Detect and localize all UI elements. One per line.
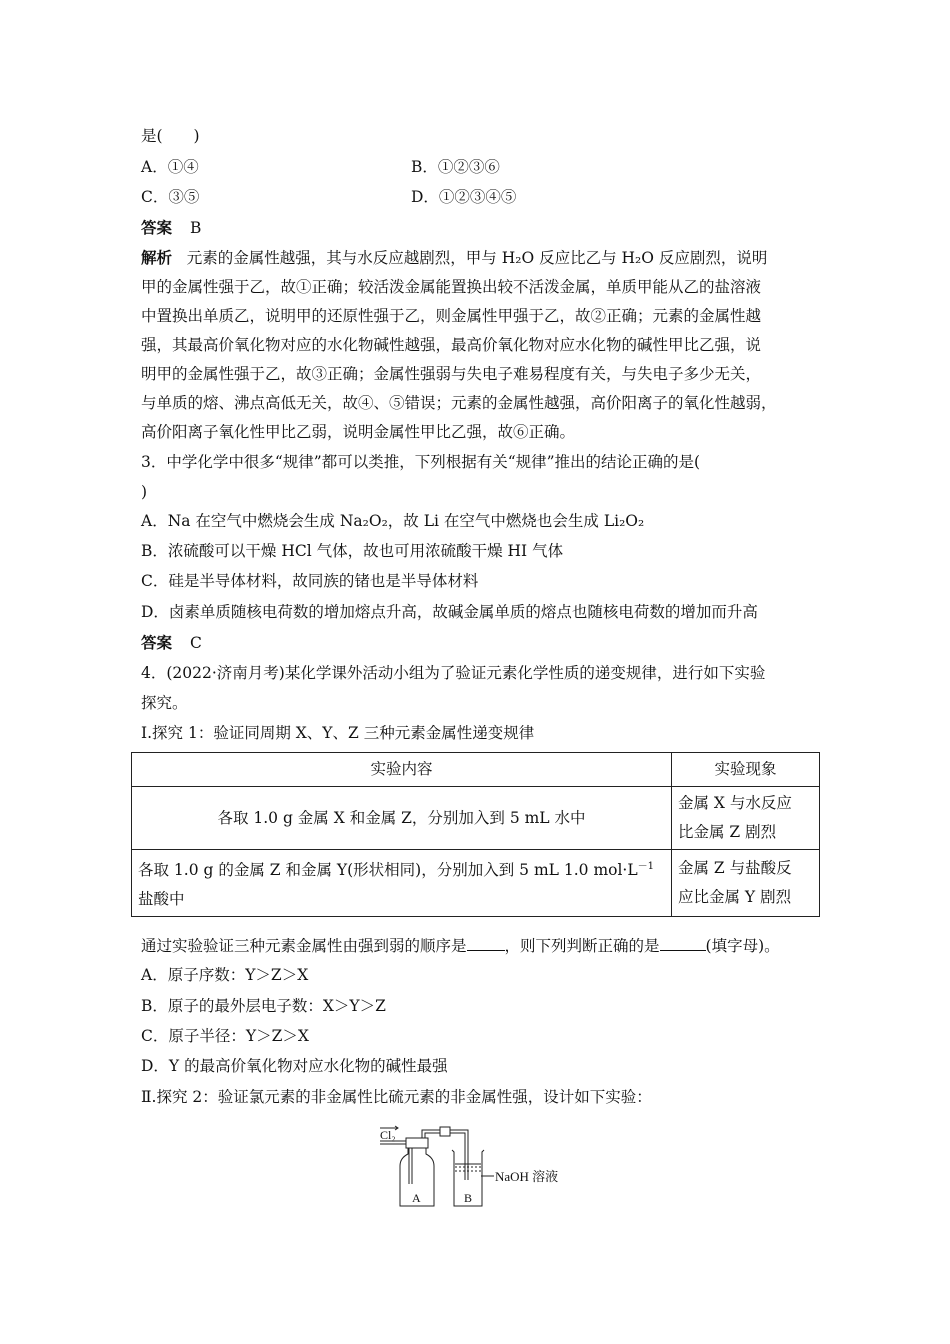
cell-line: 应比金属 Y 剧烈 bbox=[678, 888, 792, 907]
fill-text: 通过实验验证三种元素金属性由强到弱的顺序是 bbox=[141, 937, 467, 955]
answer-blank bbox=[467, 934, 505, 951]
analysis-line: 高价阳离子氧化性甲比乙弱，说明金属性甲比乙强，故⑥正确。 bbox=[141, 423, 576, 441]
answer-blank bbox=[660, 934, 706, 951]
cell-text: 各取 1.0 g 的金属 Z 和金属 Y(形状相同)，分别加入到 5 mL 1.0 mol·L bbox=[138, 861, 638, 880]
inlet-tube-inner bbox=[380, 1144, 409, 1184]
table-header: 实验内容 bbox=[132, 753, 672, 787]
q3-option-a: A．Na 在空气中燃烧会生成 Na₂O₂，故 Li 在空气中燃烧也会生成 Li₂O₂ bbox=[141, 512, 645, 530]
answer-label: 答案 bbox=[141, 218, 173, 237]
bottle-stopper bbox=[406, 1138, 428, 1148]
q3-stem: 3．中学化学中很多“规律”都可以类推，下列根据有关“规律”推出的结论正确的是( bbox=[141, 453, 701, 471]
label-a: A bbox=[412, 1191, 421, 1205]
table-cell bbox=[672, 850, 820, 917]
q4-option-c: C．原子半径：Y＞Z＞X bbox=[141, 1027, 309, 1045]
label-b: B bbox=[464, 1191, 473, 1205]
q4-part1-title: Ⅰ.探究 1：验证同周期 X、Y、Z 三种元素金属性递变规律 bbox=[141, 724, 535, 742]
analysis-text: 元素的金属性越强，其与水反应越剧烈，甲与 H₂O 反应比乙与 H₂O 反应剧烈，说明 bbox=[186, 249, 768, 267]
q4-fill-question bbox=[141, 934, 780, 957]
answer-value: B bbox=[190, 219, 202, 237]
cell-line bbox=[138, 852, 665, 885]
q4-option-d: D．Y 的最高价氧化物对应水化物的碱性最强 bbox=[141, 1057, 448, 1075]
cell-line: 金属 X 与水反应 bbox=[678, 794, 792, 812]
table-cell bbox=[132, 850, 672, 917]
fill-text: ，则下列判断正确的是 bbox=[504, 937, 660, 955]
cell-line: 金属 Z 与盐酸反 bbox=[678, 859, 792, 878]
q2-stem-tail: 是( ) bbox=[141, 127, 200, 145]
q4-part2-title: Ⅱ.探究 2：验证氯元素的非金属性比硫元素的非金属性强，设计如下实验： bbox=[141, 1088, 652, 1106]
analysis-line: 强，其最高价氧化物对应的水化物碱性越强，最高价氧化物对应水化物的碱性甲比乙强，说 bbox=[141, 336, 762, 354]
table-row bbox=[132, 787, 820, 850]
fill-text: (填字母)。 bbox=[705, 937, 780, 955]
answer-value: C bbox=[190, 634, 202, 652]
analysis-label: 解析 bbox=[141, 248, 173, 267]
solution-label: NaOH 溶液 bbox=[495, 1169, 559, 1184]
connecting-tube-inner bbox=[425, 1133, 465, 1180]
analysis-line bbox=[141, 243, 821, 273]
analysis-line: 中置换出单质乙，说明甲的还原性强于乙，则金属性甲强于乙，故②正确；元素的金属性越 bbox=[141, 307, 762, 325]
apparatus-diagram bbox=[378, 1124, 578, 1214]
q2-answer bbox=[141, 217, 201, 239]
answer-label: 答案 bbox=[141, 633, 173, 652]
q3-stem-end: ) bbox=[141, 483, 148, 501]
rubber-joint bbox=[440, 1127, 450, 1136]
table-header: 实验现象 bbox=[672, 753, 820, 787]
q3-option-d: D．卤素单质随核电荷数的增加熔点升高，故碱金属单质的熔点也随核电荷数的增加而升高 bbox=[141, 603, 758, 621]
q4-option-b: B．原子的最外层电子数：X＞Y＞Z bbox=[141, 997, 386, 1015]
experiment-table bbox=[131, 752, 820, 917]
q3-option-b: B．浓硫酸可以干燥 HCl 气体，故也可用浓硫酸干燥 HI 气体 bbox=[141, 542, 564, 560]
analysis-line: 明甲的金属性强于乙，故③正确；金属性强弱与失电子难易程度有关，与失电子多少无关， bbox=[141, 365, 762, 383]
q2-analysis bbox=[141, 243, 821, 447]
q2-option-a: A．①④ bbox=[141, 158, 199, 176]
gas-label: Cl₂ bbox=[380, 1128, 396, 1142]
superscript: －1 bbox=[637, 861, 655, 872]
q3-answer bbox=[141, 632, 202, 654]
q2-option-d: D．①②③④⑤ bbox=[411, 188, 517, 206]
cell-line: 盐酸中 bbox=[138, 890, 185, 909]
connecting-tube bbox=[422, 1130, 468, 1180]
cell-line: 比金属 Z 剧烈 bbox=[678, 823, 777, 841]
q2-option-b: B．①②③⑥ bbox=[411, 158, 500, 176]
apparatus-drawing bbox=[378, 1124, 578, 1214]
table-cell bbox=[672, 787, 820, 850]
table-cell: 各取 1.0 g 金属 X 和金属 Z，分别加入到 5 mL 水中 bbox=[132, 787, 672, 850]
q3-option-c: C．硅是半导体材料，故同族的锗也是半导体材料 bbox=[141, 572, 479, 590]
table-header-row bbox=[132, 753, 820, 787]
analysis-line: 甲的金属性强于乙，故①正确；较活泼金属能置换出较不活泼金属，单质甲能从乙的盐溶液 bbox=[141, 278, 762, 296]
q4-stem: 4．(2022·济南月考)某化学课外活动小组为了验证元素化学性质的递变规律，进行如下实验 bbox=[141, 664, 766, 682]
q2-option-c: C．③⑤ bbox=[141, 188, 200, 206]
q4-option-a: A．原子序数：Y＞Z＞X bbox=[141, 966, 309, 984]
analysis-line: 与单质的熔、沸点高低无关，故④、⑤错误；元素的金属性越强，高价阳离子的氧化性越弱， bbox=[141, 394, 777, 412]
table-row bbox=[132, 850, 820, 917]
q4-stem-cont: 探究。 bbox=[141, 694, 188, 712]
